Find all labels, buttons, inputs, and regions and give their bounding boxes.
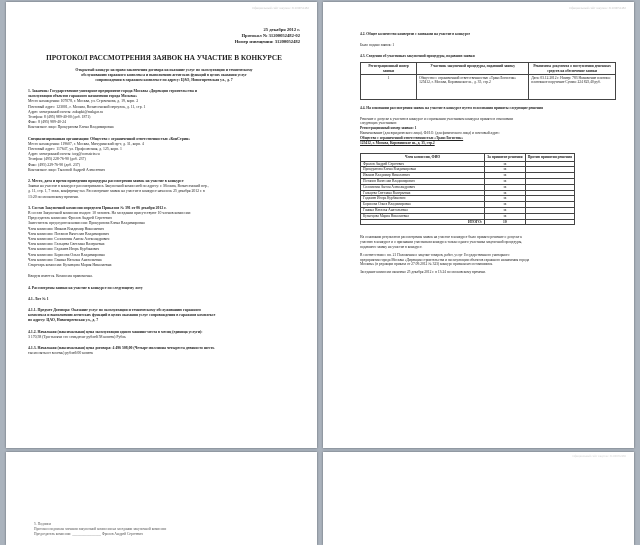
commission-line: Член комиссии: Иванов Владимир Николаевич bbox=[28, 226, 104, 231]
table-cell: Борисова Ольга Владимировна bbox=[361, 202, 485, 208]
price-total-line: 4.1.3. Начальная (максимальная) цена договора: 4 496 508,00 (Четыре миллиона четыреста девяносто шесть bbox=[28, 345, 215, 350]
commission-line: Член комиссии: Гальцева Светлана Валерьевна bbox=[28, 242, 105, 247]
conclusion-line: В соответствии с пп. 21 Положения о закупке товаров, работ, услуг Государственного унитарного bbox=[360, 252, 510, 257]
commission-line: Заместитель председателя комиссии: Прокуратова Елена Владимировна bbox=[28, 221, 145, 226]
signature-line: Председатель комиссии: ________________ Фролов Андрей Сергеевич bbox=[34, 532, 143, 536]
commission-line: Член комиссии: Потапов Вячеслав Владимирович bbox=[28, 231, 110, 236]
page1-content bbox=[28, 27, 300, 356]
table-cell: за bbox=[485, 178, 525, 184]
decision-line: Регистрационный номер заявки: 1 bbox=[360, 126, 417, 131]
conclusion-line: предприятия города Москвы «Дирекция строительства и эксплуатации объектов гаражного назначения города bbox=[360, 257, 530, 262]
commission-line: Председатель комиссии: Фролов Андрей Сергеевич bbox=[28, 216, 112, 221]
table-cell: Соломатин Антон Александрович bbox=[361, 184, 485, 190]
table-cell: за bbox=[485, 161, 525, 167]
document-title: ПРОТОКОЛ РАССМОТРЕНИЯ ЗАЯВОК НА УЧАСТИЕ В КОНКУРСЕ bbox=[46, 54, 282, 62]
intro-block bbox=[28, 68, 300, 83]
voting-table-body bbox=[361, 161, 575, 219]
decision-block bbox=[360, 117, 616, 146]
column-header: Член комиссии, ФИО bbox=[361, 154, 485, 161]
signature-line: Протокол подписан членами закупочной комиссии на заседании закупочной комиссии bbox=[34, 527, 167, 531]
page2-content bbox=[360, 32, 616, 275]
conclusion-line: участию в конкурсе и о признании участником конкурса только одного участника закупочной процедуры, bbox=[360, 240, 523, 245]
organizer-line: Контактное лицо: Тыловой Андрей Алексеевич bbox=[28, 167, 105, 172]
decision-line: Общество с ограниченной ответственностью «ТрансЛогистик» bbox=[360, 135, 464, 140]
lot-subject-line: комплекса и выполнению агентских функций в целях оказания услуг сопровождения в гаражном комплексе bbox=[28, 313, 216, 318]
quorum-text: Кворум имеется. Комиссия правомочна. bbox=[28, 274, 93, 279]
organizer-line: Адрес электронной почты: torg@consstrin.ru bbox=[28, 152, 100, 157]
document-header bbox=[28, 27, 300, 45]
lot-subject bbox=[28, 308, 300, 324]
table-cell: Ганина Наталья Анатольевна bbox=[361, 207, 485, 213]
document-page-1 bbox=[6, 2, 317, 448]
customer-section bbox=[28, 89, 300, 131]
customer-line: Контактное лицо: Прокуратова Елена Владимировна bbox=[28, 125, 114, 130]
customer-line: эксплуатации объектов гаражного назначения города Москвы» bbox=[28, 94, 138, 99]
table-cell: за bbox=[485, 173, 525, 179]
document-page-4 bbox=[323, 452, 634, 545]
table-cell: 1 bbox=[361, 74, 417, 99]
organizer-section bbox=[28, 137, 300, 173]
table-cell: Прокуратова Елена Владимировна bbox=[361, 167, 485, 173]
commission-line: 3. Состав Закупочной комиссии определен Приказом № 391 от 06 декабря 2012 г. bbox=[28, 205, 167, 210]
table-cell: Иванов Владимир Николаевич bbox=[361, 173, 485, 179]
organizer-line: Факс: (495) 229-76-90 (доб. 237) bbox=[28, 162, 80, 167]
document-page-2 bbox=[323, 2, 634, 448]
commission-section bbox=[28, 206, 300, 268]
table-cell: Гаджиев Игорь Курбанович bbox=[361, 196, 485, 202]
watermark: Официальный сайт закупок: 31200052482 bbox=[572, 454, 626, 458]
customer-line: Почтовый адрес: 123001, г. Москва, Вознесенский переулок, д. 11, стр. 1 bbox=[28, 104, 146, 109]
total-against bbox=[525, 219, 574, 225]
table-row bbox=[361, 74, 616, 99]
price-total-line: тысяч пятьсот восемь) рублей 00 копеек bbox=[28, 351, 93, 356]
decision-line: 125412, г. Москва, Коровинское ш., д. 35, стр.2 bbox=[360, 140, 435, 145]
signature-line: 5. Подписи bbox=[34, 522, 52, 526]
organizer-line: Специализированная организация: Общество с ограниченной ответственностью «КонСтрин» bbox=[28, 136, 191, 141]
place-line: 2. Место, дата и время проведения процедуры рассмотрения заявок на участие в конкурсе bbox=[28, 179, 184, 184]
table-cell: Фролов Андрей Сергеевич bbox=[361, 161, 485, 167]
place-section bbox=[28, 179, 300, 200]
organizer-line: Почтовый адрес: 117647, ул. Профсоюзная, д. 125, корп. 1 bbox=[28, 147, 122, 152]
conclusion-block bbox=[360, 235, 616, 275]
applications-count: Было подано заявок: 1 bbox=[360, 42, 395, 47]
price-unit-line: 3 170,58 (Три тысячи сто семьдесят рублей 58 копеек) Рубль bbox=[28, 334, 126, 339]
commission-line: Член комиссии: Ганина Наталья Анатольевна bbox=[28, 257, 102, 262]
intro-line: обслуживанию гаражного комплекса и выполнению агентских функций в целях оказания услуг bbox=[81, 73, 247, 77]
participants-table bbox=[360, 62, 616, 99]
customer-line: Телефон: 8 (495) 989-40-00 (доб. 1871) bbox=[28, 115, 91, 120]
column-header: Регистрационный номер заявки bbox=[361, 63, 417, 74]
lot-number: 4.1. Лот № 1 bbox=[28, 296, 49, 301]
notice-number: Номер извещения: 31200052482 bbox=[234, 39, 300, 44]
lot-subject-line: по адресу: ЦАО, Новогиреевская ул., д. 7 bbox=[28, 318, 99, 323]
table-cell: за bbox=[485, 213, 525, 219]
column-header: За принятие решения bbox=[485, 154, 525, 161]
decision-header: 4.4. На основании рассмотрения заявок на участие в конкурсе путем голосования приняты следующие решения bbox=[360, 105, 543, 110]
table-cell: за bbox=[485, 207, 525, 213]
conclusion-line: На основании результатов рассмотрения заявок на участие в конкурсе было принято решение о допуске к bbox=[360, 235, 523, 240]
column-header: Участник закупочной процедуры, подавший заявку bbox=[417, 63, 529, 74]
organizer-line: Телефон: (495) 228-76-90 (доб. 237) bbox=[28, 157, 86, 162]
watermark: Официальный сайт закупок: 31200052482 bbox=[569, 6, 626, 10]
protocol-date: 25 декабря 2012 г. bbox=[263, 27, 300, 32]
total-for: 10 bbox=[485, 219, 525, 225]
customer-line: 1. Заказчик: Государственное унитарное предприятие города Москвы «Дирекция строительства и bbox=[28, 89, 197, 93]
table-total-row bbox=[361, 219, 575, 225]
commission-line: Секретарь комиссии: Кузнецова Мария Николаевна bbox=[28, 263, 112, 268]
participants-header: 4.3. Сведения об участниках закупочной процедуры, подавших заявки bbox=[360, 53, 475, 58]
commission-line: Член комиссии: Борисова Ольга Владимировна bbox=[28, 252, 105, 257]
document-page-3 bbox=[6, 452, 317, 545]
intro-line: Открытый конкурс на право заключения договора на оказание услуг по эксплуатации и техническому bbox=[75, 68, 253, 72]
column-header: Реквизиты документа о поступлении денежных средств на обеспечение заявки bbox=[529, 63, 616, 74]
customer-line: Адрес электронной почты: zakupki@mskgar.ru bbox=[28, 109, 103, 114]
protocol-number: Протокол № 31200052482-02 bbox=[241, 33, 300, 38]
lot-subject-line: 4.1.1. Предмет Договора: Оказание услуг по эксплуатации и техническому обслуживанию гаражного bbox=[28, 307, 202, 312]
place-line: д. 11, стр. 1, 7 этаж, конференц-зал. Рассмотрение заявок на участие в конкурсе началось 25 декабря 2012 г. в bbox=[28, 189, 205, 194]
page3-content bbox=[34, 522, 294, 537]
table-cell: Общество с ограниченной ответственностью «ТрансЛогистик» 125412, г. Москва, Коровинское ш., д. 35, стр.2 bbox=[417, 74, 529, 99]
table-cell: Дата: 03.12.2012 г. Номер: 783 Назначение платежа: платежное поручение Сумма: 224 825,40 руб. bbox=[529, 74, 616, 99]
table-header-row bbox=[361, 63, 616, 74]
place-line: 13:20 по московскому времени. bbox=[28, 194, 79, 199]
table-cell: Гальцева Светлана Валерьевна bbox=[361, 190, 485, 196]
table-cell: Кузнецова Мария Николаевна bbox=[361, 213, 485, 219]
conclusion-line: Москвы» (в редакции приказа от 27.09.2012 № 323) конкурс признан несостоявшимся. bbox=[360, 262, 493, 267]
lot-header: 4. Рассмотрены заявки на участие в конкурсе по следующему лоту bbox=[28, 285, 143, 290]
price-unit-line: 4.1.2. Начальная (максимальная) цена эксплуатации одного машино-места в месяц (единица услуги): bbox=[28, 329, 203, 334]
commission-line: Член комиссии: Гаджиев Игорь Курбанович bbox=[28, 247, 100, 252]
lot-price-unit bbox=[28, 330, 300, 340]
customer-line: Факс: 8 (495) 989-40-24 bbox=[28, 120, 66, 125]
table-cell: за bbox=[485, 190, 525, 196]
decision-line: следующих участников: bbox=[360, 121, 397, 126]
table-cell: за bbox=[485, 202, 525, 208]
table-cell: за bbox=[485, 196, 525, 202]
total-label: ИТОГО: bbox=[361, 219, 485, 225]
table-header-row bbox=[361, 154, 575, 161]
column-header: Против принятия решения bbox=[525, 154, 574, 161]
conclusion-line: подавшего заявку на участие в конкурсе. bbox=[360, 244, 423, 249]
place-line: Заявки на участие в конкурсе рассматривались Закупочной комиссией по адресу: г. Москва, Вознесенский пер., bbox=[28, 184, 209, 189]
table-cell: Потапов Вячеслав Владимирович bbox=[361, 178, 485, 184]
intro-line: сопровождения в гаражном комплексе по адресу: ЦАО, Новогиреевская ул., д. 7 bbox=[95, 78, 233, 82]
conclusion-line: Заседание комиссии окончено 25 декабря 2012 г. в 13:24 по московскому времени. bbox=[360, 270, 486, 275]
commission-line: В состав Закупочной комиссии входит: 10 человек. На заседании присутствуют 10 членов комиссии: bbox=[28, 211, 191, 216]
envelopes-header: 4.2. Общее количество конвертов с заявками на участие в конкурсе bbox=[360, 32, 471, 36]
customer-line: Место нахождения: 107078, г. Москва, ул. Строченова, д. 19, корп. 2 bbox=[28, 99, 139, 104]
lot-price-total bbox=[28, 346, 300, 356]
watermark: Официальный сайт закупок: 31200052482 bbox=[252, 6, 309, 10]
table-cell: за bbox=[485, 167, 525, 173]
decision-line: Наименование (для юридического лица), Ф.И.О. (для физического лица) и почтовый адрес: bbox=[360, 130, 501, 135]
decision-line: Решение о допуске к участию в конкурсе и о признании участником конкурса принято в отношении bbox=[360, 116, 514, 121]
voting-table bbox=[360, 153, 575, 225]
table-cell: за bbox=[485, 184, 525, 190]
commission-line: Член комиссии: Соломатин Антон Александрович bbox=[28, 237, 110, 242]
organizer-line: Место нахождения: 119607, г. Москва, Мичуринский пр-т, д. 31, корп. 4 bbox=[28, 141, 144, 146]
